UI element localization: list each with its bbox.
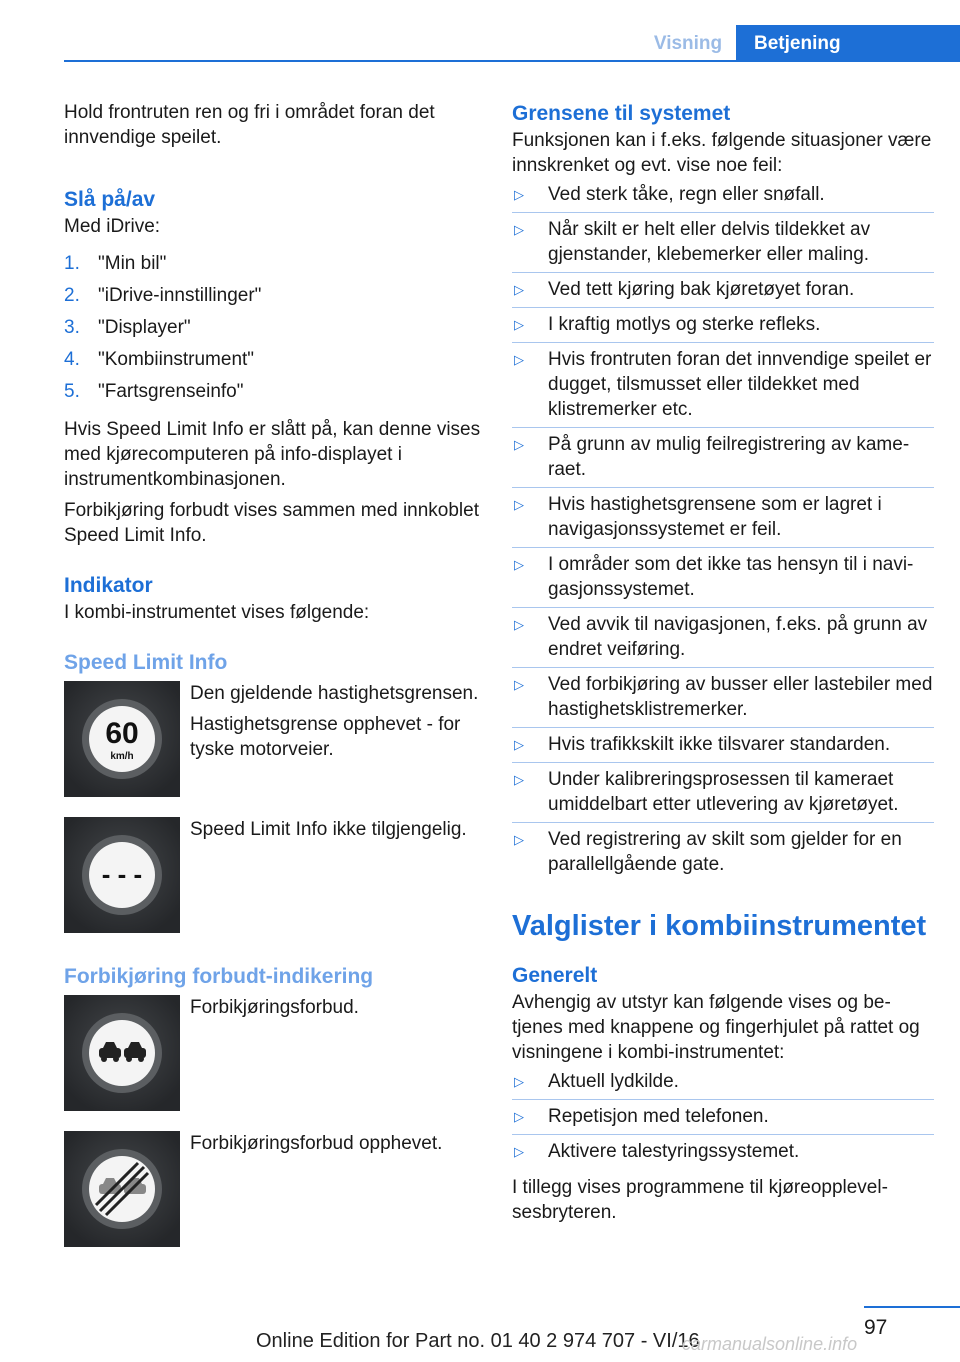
list-item [64, 283, 484, 315]
list-item [512, 728, 934, 763]
speed-limit-sign-row [64, 681, 484, 797]
list-item [512, 343, 934, 428]
triangle-bullet-icon: ▷ [514, 617, 524, 632]
triangle-bullet-icon: ▷ [514, 437, 524, 452]
list-item [512, 763, 934, 823]
step-text: "Displayer" [98, 317, 191, 338]
not-available-sign-row [64, 817, 484, 933]
overtaking-lifted-sign-text [190, 1131, 442, 1247]
step-text: "iDrive-innstillinger" [98, 285, 262, 306]
triangle-bullet-icon: ▷ [514, 772, 524, 787]
list-item [512, 608, 934, 668]
triangle-bullet-icon: ▷ [514, 832, 524, 847]
no-overtaking-sign-row [64, 995, 484, 1111]
triangle-bullet-icon: ▷ [514, 222, 524, 237]
list-item [512, 548, 934, 608]
intro-paragraph: Hold frontruten ren og fri i området foran det innvendige speilet. [64, 102, 435, 148]
step-number: 4. [64, 349, 80, 370]
sign3-text: Forbikjøringsforbud. [190, 997, 359, 1018]
section-title: Valglister i kombiinstrumentet [512, 910, 927, 942]
limits-list [512, 178, 934, 882]
list-item-text: Når skilt er helt eller delvis tildekket av gjenstander, klebemerker eller maling. [548, 219, 871, 265]
list-item [512, 308, 934, 343]
no-speed-info-icon [64, 817, 180, 933]
list-item-text: Ved forbikjøring av busser eller lastebiler med hastighetsklistremerker. [548, 674, 933, 720]
list-item-text: Ved registrering av skilt som gjelder for en parallellgående gate. [548, 829, 902, 875]
list-item-text: I områder som det ikke tas hensyn til i navigasjonssystemet. [548, 554, 914, 600]
overtaking-heading: Forbikjøring forbudt-indikering [64, 965, 374, 988]
general-list [512, 1065, 934, 1169]
sign4-text: Forbikjøringsforbud opphevet. [190, 1133, 443, 1154]
page-number: 97 [864, 1316, 888, 1339]
indicator-lead: I kombi-instrumentet vises følgende: [64, 602, 370, 623]
edition-text: Online Edition for Part no. 01 40 2 974 707 - VI/16 [256, 1330, 700, 1352]
speed-limit-info-heading: Speed Limit Info [64, 651, 228, 674]
list-item [512, 273, 934, 308]
list-item [64, 379, 484, 411]
triangle-bullet-icon: ▷ [514, 352, 524, 367]
sign2-text: Speed Limit Info ikke tilgjengelig. [190, 819, 467, 840]
triangle-bullet-icon: ▷ [514, 737, 524, 752]
speed-value: 60 [105, 717, 139, 750]
triangle-bullet-icon: ▷ [514, 1144, 524, 1159]
speed-limit-sign-text [190, 681, 484, 797]
list-item [512, 1065, 934, 1100]
dashes: - - - [101, 859, 143, 889]
list-item-text: Ved tett kjøring bak kjøretøyet foran. [548, 279, 855, 300]
step-text: "Min bil" [98, 253, 167, 274]
list-item-text: I kraftig motlys og sterke refleks. [548, 314, 821, 335]
list-item-text: Repetisjon med telefonen. [548, 1106, 769, 1127]
list-item-text: Ved avvik til navigasjonen, f.eks. på grunn av endret veiføring. [548, 614, 928, 660]
list-item-text: Under kalibreringsprosessen til kameraet umiddelbart etter utlevering av kjøretøyet. [548, 769, 899, 815]
list-item [64, 251, 484, 283]
end-no-overtaking-icon [64, 1131, 180, 1247]
limits-lead: Funksjonen kan i f.eks. følgende situasjoner være innskrenket og evt. vise noe feil: [512, 130, 932, 176]
list-item [512, 1100, 934, 1135]
footer-rule [864, 1306, 960, 1308]
step-number: 1. [64, 253, 80, 274]
step-number: 5. [64, 381, 80, 402]
triangle-bullet-icon: ▷ [514, 1074, 524, 1089]
steps-list [64, 251, 484, 411]
step-number: 2. [64, 285, 80, 306]
triangle-bullet-icon: ▷ [514, 317, 524, 332]
triangle-bullet-icon: ▷ [514, 557, 524, 572]
indicator-heading: Indikator [64, 574, 153, 597]
step-text: "Kombiinstrument" [98, 349, 255, 370]
triangle-bullet-icon: ▷ [514, 497, 524, 512]
list-item-text: Hvis hastighetsgrensene som er lagret i navigasjonssystemet er feil. [548, 494, 882, 540]
step-text: "Fartsgrenseinfo" [98, 381, 244, 402]
triangle-bullet-icon: ▷ [514, 282, 524, 297]
sign1-text2: Hastighetsgrense opphevet - for tyske motorveier. [190, 714, 461, 760]
limits-heading: Grensene til systemet [512, 102, 731, 125]
list-item [64, 347, 484, 379]
list-item-text: Aktivere talestyringssystemet. [548, 1141, 800, 1162]
speed-limit-60-icon [64, 681, 180, 797]
onoff-lead: Med iDrive: [64, 216, 161, 237]
list-item [512, 488, 934, 548]
triangle-bullet-icon: ▷ [514, 187, 524, 202]
not-available-sign-text [190, 817, 467, 933]
speed-info-paragraph: Hvis Speed Limit Info er slått på, kan denne vises med kjørecomputeren på info-displayet i instrumentkombinasjonen. [64, 419, 481, 490]
no-overtaking-sign-text [190, 995, 359, 1111]
step-number: 3. [64, 317, 80, 338]
list-item [512, 1135, 934, 1169]
triangle-bullet-icon: ▷ [514, 1109, 524, 1124]
onoff-heading: Slå på/av [64, 188, 156, 211]
list-item-text: Aktuell lydkilde. [548, 1071, 679, 1092]
overtaking-paragraph: Forbikjøring forbudt vises sammen med innkoblet Speed Limit Info. [64, 500, 480, 546]
list-item [512, 823, 934, 882]
tab-visning[interactable]: Visning [653, 33, 723, 54]
left-column [64, 100, 484, 1267]
speed-unit: km/h [110, 751, 134, 762]
general-lead: Avhengig av utstyr kan følgende vises og betjenes med knappene og fingerhjulet på rattet og visningene i kombi-instrumentet: [512, 992, 920, 1063]
list-item-text: Ved sterk tåke, regn eller snøfall. [548, 184, 825, 205]
overtaking-lifted-sign-row [64, 1131, 484, 1247]
list-item-text: På grunn av mulig feilregistrering av kameraet. [548, 434, 910, 480]
list-item-text: Hvis trafikkskilt ikke tilsvarer standarden. [548, 734, 891, 755]
list-item [512, 668, 934, 728]
list-item-text: Hvis frontruten foran det innvendige speilet er dugget, tilsmusset eller tildekket med klistremerker etc. [548, 349, 932, 420]
closing-paragraph: I tillegg vises programmene til kjøreopplevelsesbryteren. [512, 1177, 888, 1223]
general-heading: Generelt [512, 964, 598, 987]
tab-betjening[interactable]: Betjening [736, 25, 960, 62]
list-item [512, 428, 934, 488]
watermark: carmanualsonline.info [682, 1334, 858, 1354]
list-item [512, 213, 934, 273]
right-column [512, 100, 934, 1231]
list-item [64, 315, 484, 347]
list-item [512, 178, 934, 213]
no-overtaking-icon [64, 995, 180, 1111]
sign1-text1: Den gjeldende hastighetsgrensen. [190, 683, 479, 704]
triangle-bullet-icon: ▷ [514, 677, 524, 692]
